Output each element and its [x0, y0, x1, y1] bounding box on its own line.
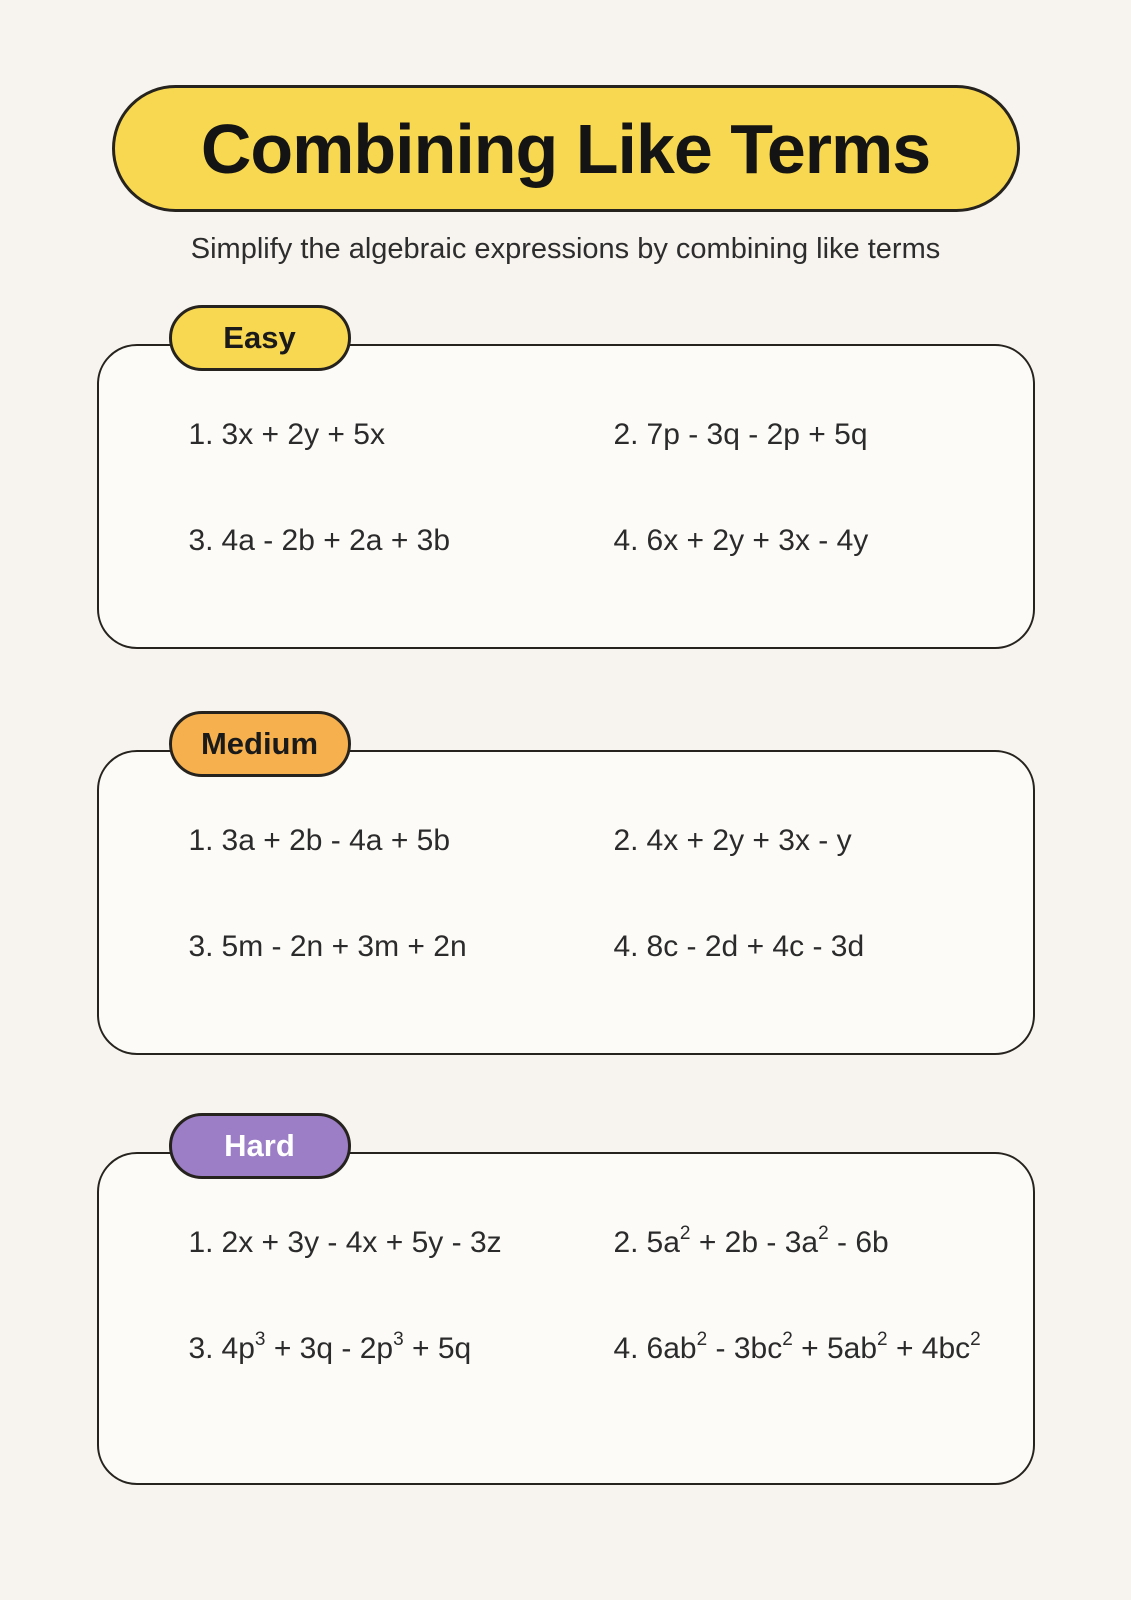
problem-expression: 6x + 2y + 3x - 4y — [646, 524, 869, 557]
problem-item — [189, 418, 614, 452]
title-banner — [112, 85, 1020, 212]
problem-number: 4. — [613, 524, 639, 557]
section-easy — [97, 320, 1035, 649]
problem-expression: $6ab^2 - 3bc^2 + 5ab^2 + 4bc^2$ — [646, 1329, 981, 1365]
problem-number: 1. — [188, 1226, 214, 1259]
problem-number: 4. — [613, 930, 639, 963]
problem-number: 3. — [188, 930, 214, 963]
problem-number: 1. — [188, 418, 214, 451]
page-title: Combining Like Terms — [200, 109, 931, 188]
problem-number: 1. — [188, 824, 214, 857]
medium-problems-grid — [99, 752, 1033, 964]
problem-number: 3. — [188, 1332, 214, 1365]
problem-expression: $4p^3 + 3q - 2p^3 + 5q$ — [221, 1329, 472, 1365]
easy-problems-grid — [99, 346, 1033, 558]
problem-expression: 3x + 2y + 5x — [221, 418, 385, 451]
problem-item — [189, 930, 614, 964]
easy-badge: Easy — [169, 305, 351, 371]
problem-item — [189, 1226, 614, 1260]
problem-number: 2. — [613, 824, 639, 857]
problem-expression: 3a + 2b - 4a + 5b — [221, 824, 451, 857]
problem-item — [613, 1223, 1013, 1260]
problem-number: 3. — [188, 524, 214, 557]
problem-item — [614, 524, 1013, 558]
problem-item — [614, 930, 1013, 964]
medium-badge: Medium — [169, 711, 351, 777]
hard-badge: Hard — [169, 1113, 351, 1179]
problem-number: 2. — [613, 1226, 639, 1259]
problem-item — [614, 418, 1013, 452]
problem-item — [189, 524, 614, 558]
problem-expression: 4a - 2b + 2a + 3b — [221, 524, 451, 557]
problem-expression: 5m - 2n + 3m + 2n — [221, 930, 467, 963]
problem-item — [614, 824, 1013, 858]
section-medium — [97, 726, 1035, 1055]
medium-box — [97, 726, 1035, 1055]
problem-number: 4. — [613, 1332, 639, 1365]
hard-box — [97, 1128, 1035, 1485]
hard-problems-grid — [99, 1154, 1033, 1366]
problem-expression: 4x + 2y + 3x - y — [646, 824, 852, 857]
problem-number: 2. — [613, 418, 639, 451]
problem-expression: 7p - 3q - 2p + 5q — [646, 418, 868, 451]
problem-item — [189, 824, 614, 858]
page-subtitle: Simplify the algebraic expressions by combining like terms — [190, 233, 941, 265]
problem-item — [188, 1329, 614, 1366]
problem-expression: $5a^2 + 2b - 3a^2 - 6b$ — [646, 1223, 889, 1259]
easy-box — [97, 320, 1035, 649]
problem-expression: 8c - 2d + 4c - 3d — [646, 930, 865, 963]
problem-item — [613, 1329, 1013, 1366]
section-hard — [97, 1128, 1035, 1485]
problem-expression: 2x + 3y - 4x + 5y - 3z — [221, 1226, 502, 1259]
